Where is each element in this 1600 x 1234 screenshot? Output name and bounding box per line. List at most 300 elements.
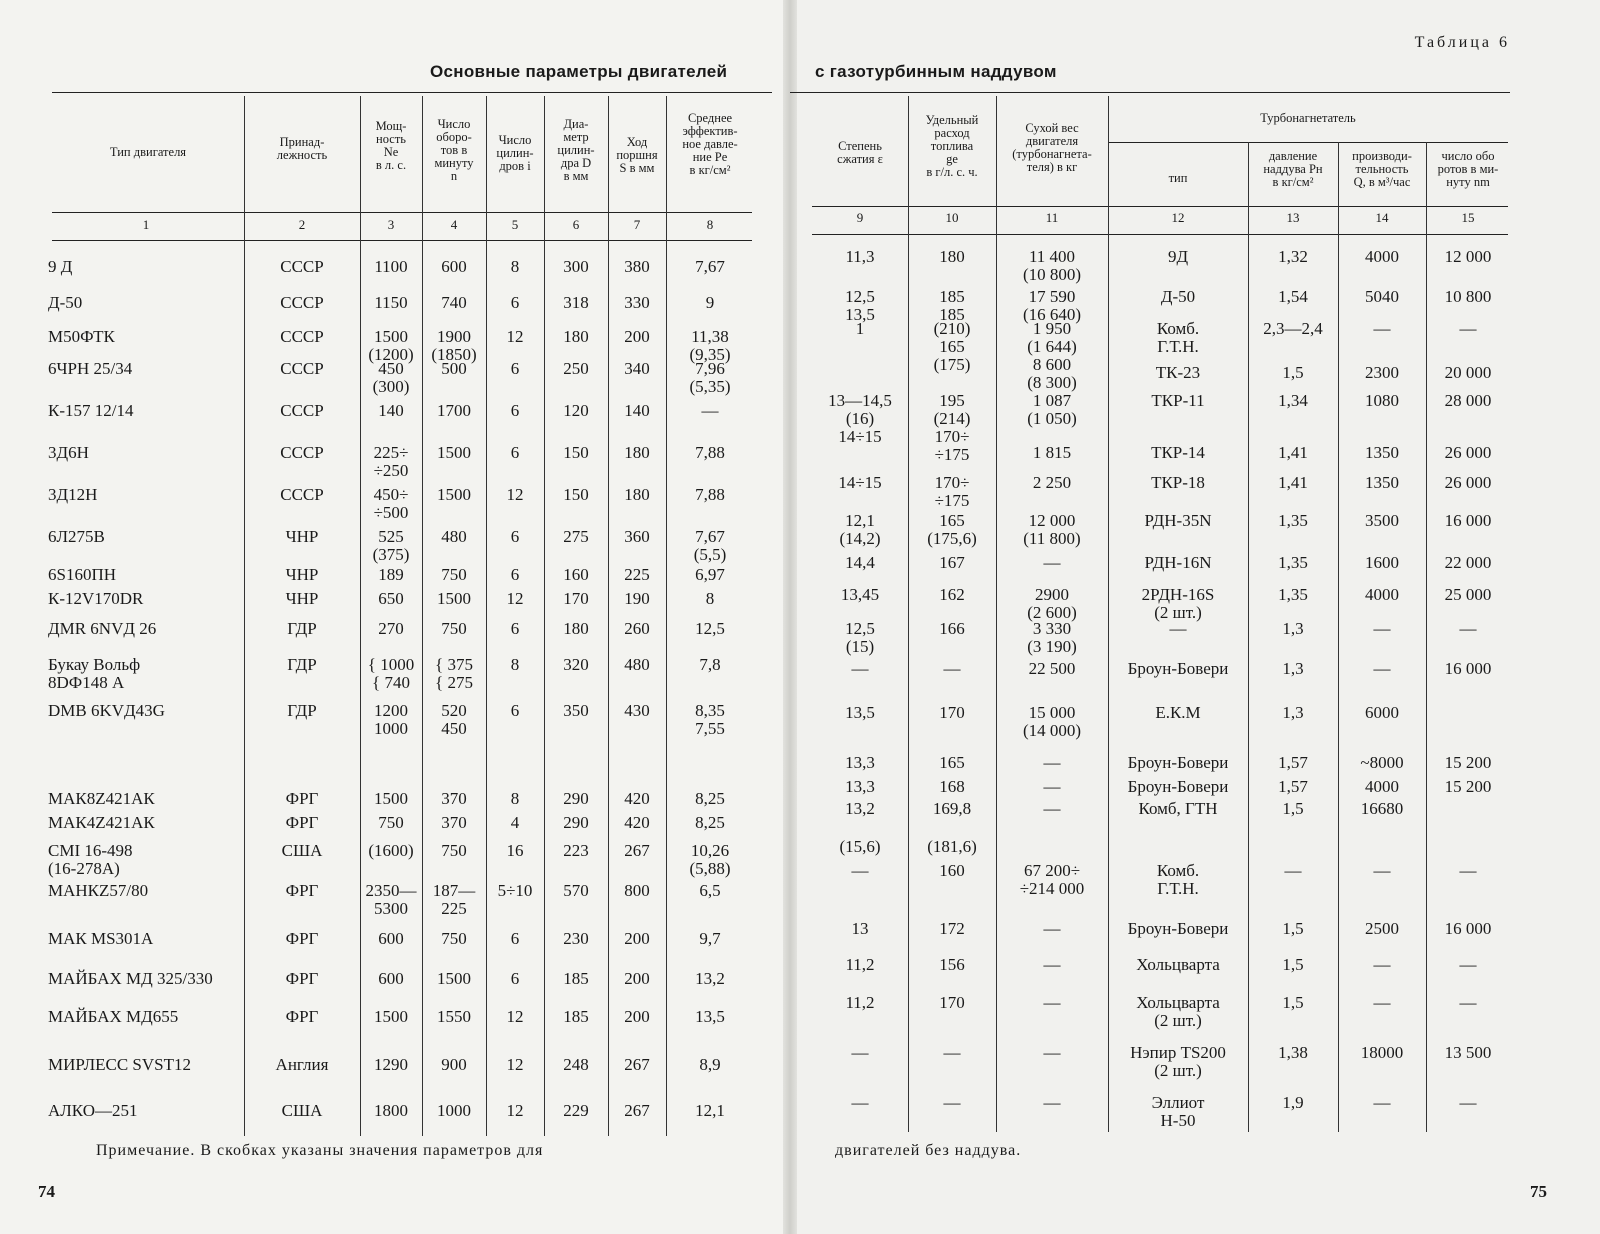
left-row-16-c6: 223 xyxy=(563,841,589,860)
left-row-1-c2: СССР xyxy=(280,257,324,276)
left-row-16-c5: 16 xyxy=(506,841,524,860)
right-row-1-c13: 1,32 xyxy=(1278,247,1308,266)
left-row-4-c1: 6ЧРН 25/34 xyxy=(48,359,133,378)
header-compression: Степень сжатия ε xyxy=(837,139,883,166)
left-row-20-c3: 1500 xyxy=(374,1007,408,1026)
left-row-8-c1: 6Л275В xyxy=(48,527,105,546)
left-row-9-c5: 6 xyxy=(510,565,520,584)
left-row-15-c8: 8,25 xyxy=(695,813,725,832)
right-row-16-c9: 13,2 xyxy=(845,799,875,818)
right-row-9-c14: 1600 xyxy=(1365,553,1399,572)
left-row-21-c4: 900 xyxy=(441,1055,467,1074)
left-row-14-c7: 420 xyxy=(624,789,650,808)
left-row-16-c8: 10,26 (5,88) xyxy=(689,841,731,878)
left-row-3-c6: 180 xyxy=(563,327,589,346)
left-row-7-c6: 150 xyxy=(563,485,589,504)
right-row-15-c12: Броун-Бовери xyxy=(1127,777,1229,796)
right-row-10-c10: 162 xyxy=(939,585,965,604)
left-row-3-c5: 12 xyxy=(506,327,524,346)
right-row-5-c15: 28 000 xyxy=(1444,391,1492,410)
right-row-6-c14: 1350 xyxy=(1365,443,1399,462)
right-row-21-c9: 11,2 xyxy=(845,993,875,1012)
left-row-11-c8: 12,5 xyxy=(695,619,725,638)
header-cylinders: Число цилин- дров i xyxy=(496,133,534,173)
left-row-15-c2: ФРГ xyxy=(285,813,319,832)
right-row-2-c10: 185 185 xyxy=(939,287,965,324)
left-row-2-c8: 9 xyxy=(705,293,715,312)
right-row-4-c15: 20 000 xyxy=(1444,363,1492,382)
left-row-5-c5: 6 xyxy=(510,401,520,420)
left-row-16-c3: (1600) xyxy=(368,841,414,860)
right-row-22-c10: — xyxy=(943,1043,961,1062)
left-row-6-c2: СССР xyxy=(280,443,324,462)
left-row-22-c2: США xyxy=(281,1101,323,1120)
left-row-11-c6: 180 xyxy=(563,619,589,638)
column-number-11: 11 xyxy=(1045,210,1059,225)
right-row-5-c14: 1080 xyxy=(1365,391,1399,410)
left-row-19-c3: 600 xyxy=(378,969,404,988)
right-row-15-c9: 13,3 xyxy=(845,777,875,796)
column-number-9: 9 xyxy=(856,210,864,225)
right-row-12-c14: — xyxy=(1373,659,1391,678)
header-turbo-rpm: число обо ротов в ми- нуту nm xyxy=(1437,149,1499,189)
right-row-5-c11: 1 087 (1 050) xyxy=(1027,391,1077,428)
left-row-3-c1: М50ФТК xyxy=(48,327,115,346)
right-row-4-c14: 2300 xyxy=(1365,363,1399,382)
right-row-22-c9: — xyxy=(851,1043,869,1062)
left-row-14-c4: 370 xyxy=(441,789,467,808)
right-row-15-c15: 15 200 xyxy=(1444,777,1492,796)
left-row-9-c2: ЧНР xyxy=(285,565,319,584)
left-header-mid-rule xyxy=(52,212,752,213)
left-row-6-c5: 6 xyxy=(510,443,520,462)
header-capacity: производи- тельность Q, в м³/час xyxy=(1352,149,1412,189)
right-row-2-c12: Д-50 xyxy=(1160,287,1196,306)
left-row-18-c5: 6 xyxy=(510,929,520,948)
right-row-19-c10: 172 xyxy=(939,919,965,938)
left-row-10-c5: 12 xyxy=(506,589,524,608)
right-row-22-c12: Нэпир TS200 (2 шт.) xyxy=(1130,1043,1226,1080)
right-row-15-c11: — xyxy=(1043,777,1061,796)
left-row-18-c6: 230 xyxy=(563,929,589,948)
right-row-12-c13: 1,3 xyxy=(1282,659,1304,678)
right-row-15-c14: 4000 xyxy=(1365,777,1399,796)
right-row-9-c11: — xyxy=(1043,553,1061,572)
right-row-12-c10: — xyxy=(943,659,961,678)
column-number-14: 14 xyxy=(1375,210,1389,225)
header-stroke: Ход поршня S в мм xyxy=(616,135,658,175)
left-row-14-c8: 8,25 xyxy=(695,789,725,808)
left-row-11-c7: 260 xyxy=(624,619,650,638)
left-row-21-c7: 267 xyxy=(624,1055,650,1074)
right-row-23-c12: Эллиот Н-50 xyxy=(1151,1093,1205,1130)
right-row-23-c15: — xyxy=(1459,1093,1477,1112)
left-row-22-c1: АЛКО—251 xyxy=(48,1101,138,1120)
left-row-13-c6: 350 xyxy=(563,701,589,720)
right-row-1-c14: 4000 xyxy=(1365,247,1399,266)
left-row-10-c4: 1500 xyxy=(437,589,471,608)
right-row-6-c15: 26 000 xyxy=(1444,443,1492,462)
left-row-10-c3: 650 xyxy=(378,589,404,608)
right-row-18-c14: — xyxy=(1373,861,1391,880)
left-row-5-c1: К-157 12/14 xyxy=(48,401,134,420)
left-row-15-c4: 370 xyxy=(441,813,467,832)
column-number-10: 10 xyxy=(945,210,959,225)
right-row-2-c15: 10 800 xyxy=(1444,287,1492,306)
left-row-21-c3: 1290 xyxy=(374,1055,408,1074)
left-row-1-c6: 300 xyxy=(563,257,589,276)
right-row-8-c13: 1,35 xyxy=(1278,511,1308,530)
right-row-1-c9: 11,3 xyxy=(845,247,875,266)
left-row-20-c8: 13,5 xyxy=(695,1007,725,1026)
left-row-9-c4: 750 xyxy=(441,565,467,584)
left-row-2-c1: Д-50 xyxy=(48,293,83,312)
left-row-18-c4: 750 xyxy=(441,929,467,948)
right-row-10-c11: 2900 (2 600) xyxy=(1027,585,1077,622)
left-row-19-c1: МАЙБАХ МД 325/330 xyxy=(48,969,213,988)
right-row-21-c14: — xyxy=(1373,993,1391,1012)
right-row-7-c12: ТКР-18 xyxy=(1151,473,1205,492)
right-row-13-c11: 15 000 (14 000) xyxy=(1022,703,1082,740)
right-row-13-c9: 13,5 xyxy=(845,703,875,722)
left-row-22-c5: 12 xyxy=(506,1101,524,1120)
right-row-3-c10: (210) 165 (175) xyxy=(933,319,971,374)
header-ownership: Принад- лежность xyxy=(276,135,328,162)
right-row-20-c12: Хольцварта xyxy=(1136,955,1220,974)
left-row-20-c7: 200 xyxy=(624,1007,650,1026)
column-number-2: 2 xyxy=(298,217,306,232)
left-row-22-c3: 1800 xyxy=(374,1101,408,1120)
left-row-2-c7: 330 xyxy=(624,293,650,312)
column-number-4: 4 xyxy=(450,217,458,232)
right-row-2-c14: 5040 xyxy=(1365,287,1399,306)
right-row-19-c14: 2500 xyxy=(1365,919,1399,938)
left-row-3-c8: 11,38 (9,35) xyxy=(689,327,731,364)
header-engine-type: Тип двигателя xyxy=(109,145,187,159)
right-row-22-c14: 18000 xyxy=(1360,1043,1404,1062)
right-row-1-c10: 180 xyxy=(939,247,965,266)
left-row-20-c4: 1550 xyxy=(437,1007,471,1026)
right-row-11-c11: 3 330 (3 190) xyxy=(1027,619,1077,656)
left-row-7-c2: СССР xyxy=(280,485,324,504)
left-row-5-c2: СССР xyxy=(280,401,324,420)
right-row-3-c9: 1 xyxy=(855,319,865,338)
right-header-top-rule xyxy=(790,92,1510,93)
right-row-7-c13: 1,41 xyxy=(1278,473,1308,492)
column-number-6: 6 xyxy=(572,217,580,232)
column-number-1: 1 xyxy=(142,217,150,232)
left-row-12-c5: 8 xyxy=(510,655,520,674)
left-row-8-c5: 6 xyxy=(510,527,520,546)
right-row-21-c11: — xyxy=(1043,993,1061,1012)
left-row-21-c5: 12 xyxy=(506,1055,524,1074)
right-row-21-c15: — xyxy=(1459,993,1477,1012)
left-row-1-c3: 1100 xyxy=(374,257,408,276)
right-row-2-c13: 1,54 xyxy=(1278,287,1308,306)
right-row-9-c13: 1,35 xyxy=(1278,553,1308,572)
left-row-8-c8: 7,67 (5,5) xyxy=(693,527,727,564)
left-row-13-c2: ГДР xyxy=(287,701,317,720)
left-row-12-c4: { 375 { 275 xyxy=(435,655,473,692)
right-row-19-c13: 1,5 xyxy=(1282,919,1304,938)
left-row-2-c2: СССР xyxy=(280,293,324,312)
left-row-16-c2: США xyxy=(281,841,323,860)
right-row-6-c13: 1,41 xyxy=(1278,443,1308,462)
right-row-3-c15: — xyxy=(1459,319,1477,338)
left-row-17-c7: 800 xyxy=(624,881,650,900)
right-row-16-c14: 16680 xyxy=(1360,799,1404,818)
right-row-5-c9: 13—14,5 (16) 14÷15 xyxy=(828,391,892,446)
right-row-14-c11: — xyxy=(1043,753,1061,772)
right-row-9-c10: 167 xyxy=(939,553,965,572)
left-row-1-c1: 9 Д xyxy=(48,257,73,276)
left-page xyxy=(0,0,790,1234)
left-row-8-c4: 480 xyxy=(441,527,467,546)
left-row-17-c3: 2350— 5300 xyxy=(365,881,417,918)
left-row-1-c8: 7,67 xyxy=(695,257,725,276)
book-gutter xyxy=(783,0,797,1234)
left-row-9-c8: 6,97 xyxy=(695,565,725,584)
right-row-21-c10: 170 xyxy=(939,993,965,1012)
left-row-6-c3: 225÷ ÷250 xyxy=(373,443,409,480)
right-row-12-c11: 22 500 xyxy=(1028,659,1076,678)
left-row-13-c7: 430 xyxy=(624,701,650,720)
right-row-10-c15: 25 000 xyxy=(1444,585,1492,604)
left-row-16-c4: 750 xyxy=(441,841,467,860)
right-row-11-c13: 1,3 xyxy=(1282,619,1304,638)
right-row-20-c15: — xyxy=(1459,955,1477,974)
left-row-5-c4: 1700 xyxy=(437,401,471,420)
left-row-7-c7: 180 xyxy=(624,485,650,504)
right-row-23-c9: — xyxy=(851,1093,869,1112)
right-row-14-c14: ~8000 xyxy=(1360,753,1404,772)
left-row-18-c7: 200 xyxy=(624,929,650,948)
right-row-7-c9: 14÷15 xyxy=(838,473,882,492)
left-row-17-c8: 6,5 xyxy=(699,881,721,900)
left-row-11-c3: 270 xyxy=(378,619,404,638)
left-row-4-c8: 7,96 (5,35) xyxy=(689,359,731,396)
right-row-23-c10: — xyxy=(943,1093,961,1112)
left-row-20-c2: ФРГ xyxy=(285,1007,319,1026)
left-row-22-c4: 1000 xyxy=(437,1101,471,1120)
right-row-16-c13: 1,5 xyxy=(1282,799,1304,818)
right-row-9-c9: 14,4 xyxy=(845,553,875,572)
right-row-19-c15: 16 000 xyxy=(1444,919,1492,938)
left-row-9-c3: 189 xyxy=(378,565,404,584)
right-row-7-c10: 170÷ ÷175 xyxy=(934,473,970,510)
right-row-13-c13: 1,3 xyxy=(1282,703,1304,722)
left-row-1-c4: 600 xyxy=(441,257,467,276)
right-row-19-c9: 13 xyxy=(851,919,869,938)
left-row-20-c6: 185 xyxy=(563,1007,589,1026)
right-row-20-c11: — xyxy=(1043,955,1061,974)
left-row-6-c1: 3Д6Н xyxy=(48,443,89,462)
left-row-21-c2: Англия xyxy=(275,1055,329,1074)
left-row-9-c1: 6S160ПН xyxy=(48,565,117,584)
left-row-9-c7: 225 xyxy=(624,565,650,584)
right-row-3-c11: 1 950 (1 644) 8 600 (8 300) xyxy=(1027,319,1077,392)
left-row-12-c7: 480 xyxy=(624,655,650,674)
right-row-2-c9: 12,5 13,5 xyxy=(845,287,875,324)
right-row-16-c10: 169,8 xyxy=(932,799,972,818)
left-row-14-c6: 290 xyxy=(563,789,589,808)
right-row-8-c11: 12 000 (11 800) xyxy=(1023,511,1081,548)
right-row-11-c15: — xyxy=(1459,619,1477,638)
left-row-1-c7: 380 xyxy=(624,257,650,276)
left-row-2-c4: 740 xyxy=(441,293,467,312)
left-row-11-c2: ГДР xyxy=(287,619,317,638)
header-rpm: Число оборо- тов в минуту n xyxy=(434,117,474,183)
right-row-14-c10: 165 xyxy=(939,753,965,772)
right-row-15-c13: 1,57 xyxy=(1278,777,1308,796)
left-row-14-c3: 1500 xyxy=(374,789,408,808)
left-row-13-c1: DMB 6KVД43G xyxy=(48,701,165,720)
right-row-6-c11: 1 815 xyxy=(1032,443,1072,462)
right-row-12-c15: 16 000 xyxy=(1444,659,1492,678)
right-row-19-c11: — xyxy=(1043,919,1061,938)
left-row-20-c5: 12 xyxy=(506,1007,524,1026)
right-row-14-c12: Броун-Бовери xyxy=(1127,753,1229,772)
right-row-5-c13: 1,34 xyxy=(1278,391,1308,410)
right-row-13-c10: 170 xyxy=(939,703,965,722)
left-header-top-rule xyxy=(52,92,772,93)
left-row-12-c8: 7,8 xyxy=(699,655,721,674)
left-row-19-c4: 1500 xyxy=(437,969,471,988)
header-fuel-consumption: Удельный расход топлива ge в г/л. с. ч. xyxy=(925,113,979,179)
left-row-15-c3: 750 xyxy=(378,813,404,832)
left-row-5-c7: 140 xyxy=(624,401,650,420)
left-row-15-c7: 420 xyxy=(624,813,650,832)
right-row-21-c12: Хольцварта (2 шт.) xyxy=(1136,993,1220,1030)
right-row-13-c14: 6000 xyxy=(1365,703,1399,722)
right-row-12-c12: Броун-Бовери xyxy=(1127,659,1229,678)
left-row-5-c8: — xyxy=(701,401,719,420)
right-row-11-c14: — xyxy=(1373,619,1391,638)
header-dry-weight: Сухой вес двигателя (турбонагнета- теля) в кг xyxy=(1012,121,1092,174)
left-row-16-c7: 267 xyxy=(624,841,650,860)
right-page-number: 75 xyxy=(1530,1182,1547,1201)
right-row-10-c14: 4000 xyxy=(1365,585,1399,604)
left-row-21-c1: МИРЛЕСС SVST12 xyxy=(48,1055,191,1074)
right-row-22-c13: 1,38 xyxy=(1278,1043,1308,1062)
right-row-4-c12: ТК-23 xyxy=(1155,363,1201,382)
left-row-10-c7: 190 xyxy=(624,589,650,608)
left-row-18-c8: 9,7 xyxy=(699,929,721,948)
right-row-8-c10: 165 (175,6) xyxy=(927,511,977,548)
left-row-17-c6: 570 xyxy=(563,881,589,900)
left-row-3-c3: 1500 (1200) xyxy=(368,327,414,364)
right-row-17-c9: (15,6) xyxy=(839,837,881,856)
right-row-10-c9: 13,45 xyxy=(840,585,880,604)
left-row-6-c7: 180 xyxy=(624,443,650,462)
left-row-10-c2: ЧНР xyxy=(285,589,319,608)
column-number-15: 15 xyxy=(1461,210,1475,225)
left-row-22-c6: 229 xyxy=(563,1101,589,1120)
right-row-6-c12: ТКР-14 xyxy=(1151,443,1205,462)
right-row-16-c11: — xyxy=(1043,799,1061,818)
left-row-14-c2: ФРГ xyxy=(285,789,319,808)
left-page-title: Основные параметры двигателей xyxy=(430,62,728,81)
left-row-12-c2: ГДР xyxy=(287,655,317,674)
left-row-17-c5: 5÷10 xyxy=(497,881,533,900)
right-row-21-c13: 1,5 xyxy=(1282,993,1304,1012)
header-power: Мощ- ность Ne в л. с. xyxy=(375,119,407,172)
right-row-9-c15: 22 000 xyxy=(1444,553,1492,572)
right-row-1-c11: 11 400 (10 800) xyxy=(1022,247,1082,284)
right-row-19-c12: Броун-Бовери xyxy=(1127,919,1229,938)
left-row-12-c1: Букау Вольф 8DФ148 А xyxy=(48,655,141,692)
left-row-2-c6: 318 xyxy=(563,293,589,312)
right-row-2-c11: 17 590 (16 640) xyxy=(1022,287,1082,324)
right-row-20-c14: — xyxy=(1373,955,1391,974)
table-label: Таблица 6 xyxy=(1414,34,1510,51)
right-row-15-c10: 168 xyxy=(939,777,965,796)
right-row-1-c15: 12 000 xyxy=(1444,247,1492,266)
right-row-11-c10: 166 xyxy=(939,619,965,638)
left-row-6-c8: 7,88 xyxy=(695,443,725,462)
right-row-5-c10: 195 (214) 170÷ ÷175 xyxy=(933,391,971,464)
left-row-17-c1: МАНКZ57/80 xyxy=(48,881,149,900)
right-row-8-c9: 12,1 (14,2) xyxy=(839,511,881,548)
left-row-14-c1: МАК8Z421АК xyxy=(48,789,155,808)
right-row-14-c13: 1,57 xyxy=(1278,753,1308,772)
left-row-8-c3: 525 (375) xyxy=(372,527,410,564)
left-row-16-c1: СМI 16-498 (16-278А) xyxy=(48,841,133,878)
left-row-4-c2: СССР xyxy=(280,359,324,378)
right-row-18-c9: — xyxy=(851,861,869,880)
column-number-12: 12 xyxy=(1171,210,1185,225)
right-row-14-c9: 13,3 xyxy=(845,753,875,772)
left-row-6-c4: 1500 xyxy=(437,443,471,462)
right-row-20-c13: 1,5 xyxy=(1282,955,1304,974)
right-row-9-c12: РДН-16N xyxy=(1144,553,1212,572)
header-turbo-type: тип xyxy=(1168,171,1188,185)
right-row-10-c12: 2РДН-16S (2 шт.) xyxy=(1141,585,1215,622)
left-row-13-c3: 1200 1000 xyxy=(374,701,408,738)
left-row-1-c5: 8 xyxy=(510,257,520,276)
left-row-4-c6: 250 xyxy=(563,359,589,378)
left-row-7-c8: 7,88 xyxy=(695,485,725,504)
left-row-6-c6: 150 xyxy=(563,443,589,462)
left-row-18-c3: 600 xyxy=(378,929,404,948)
left-row-13-c8: 8,35 7,55 xyxy=(695,701,725,738)
right-row-23-c11: — xyxy=(1043,1093,1061,1112)
right-row-7-c14: 1350 xyxy=(1365,473,1399,492)
right-row-4-c13: 1,5 xyxy=(1282,363,1304,382)
left-row-4-c3: 450 (300) xyxy=(372,359,410,396)
left-row-7-c4: 1500 xyxy=(437,485,471,504)
left-header-bottom-rule xyxy=(52,240,752,241)
right-row-3-c14: — xyxy=(1373,319,1391,338)
left-row-19-c8: 13,2 xyxy=(695,969,725,988)
right-row-3-c13: 2,3—2,4 xyxy=(1263,319,1323,338)
left-row-4-c4: 500 xyxy=(441,359,467,378)
column-number-13: 13 xyxy=(1286,210,1300,225)
left-row-11-c4: 750 xyxy=(441,619,467,638)
left-row-3-c4: 1900 (1850) xyxy=(431,327,477,364)
right-page-title: с газотурбинным наддувом xyxy=(815,62,1057,81)
left-row-21-c6: 248 xyxy=(563,1055,589,1074)
left-row-12-c6: 320 xyxy=(563,655,589,674)
left-row-3-c2: СССР xyxy=(280,327,324,346)
left-page-number: 74 xyxy=(38,1182,55,1201)
right-row-20-c10: 156 xyxy=(939,955,965,974)
column-number-8: 8 xyxy=(706,217,714,232)
left-row-9-c6: 160 xyxy=(563,565,589,584)
left-row-8-c6: 275 xyxy=(563,527,589,546)
right-row-8-c12: РДН-35N xyxy=(1144,511,1212,530)
right-header-mid-rule xyxy=(812,206,1508,207)
